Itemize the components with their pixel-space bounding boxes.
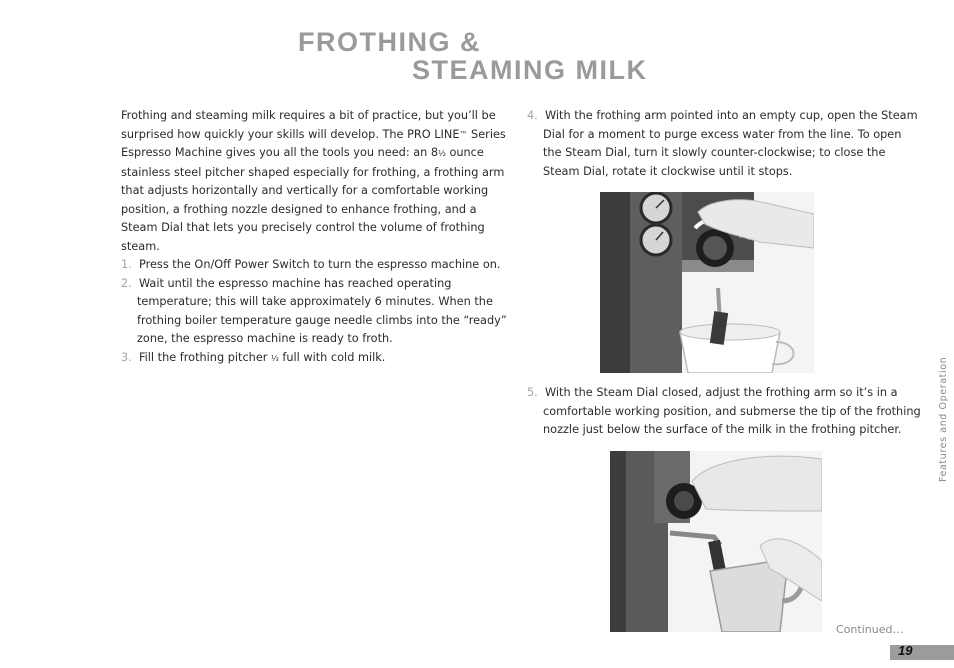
step-text: With the frothing arm pointed into an empty cup, open the Steam Dial for a moment to purge excess water from the line. To open the Steam Dial, turn it slowly counter-clockwise; to close the Steam Dial, rotate it clockwise until it stops. (543, 109, 918, 178)
title-line-1: FROTHING & (298, 27, 481, 57)
frothing-pitcher-graphic (610, 451, 822, 632)
step-text: Wait until the espresso machine has reached operating temperature; this will take approximately 6 minutes. When the frothing boiler temperature gauge needle climbs into the “ready” zone, the espresso machine is ready to froth. (137, 276, 507, 345)
step-2 (121, 275, 511, 349)
step-text: Press the On/Off Power Switch to turn the espresso machine on. (138, 258, 501, 271)
sidebar-section-label: Features and Operation (938, 356, 949, 482)
continued-note: Continued… (836, 623, 904, 636)
step-3: 3. Fill the frothing pitcher ⅓ full with cold milk. (121, 350, 386, 364)
steam-dial-purge-illustration (600, 192, 814, 373)
step-number: 3. (121, 350, 132, 364)
trademark-symbol: ™ (459, 129, 468, 139)
left-column (121, 107, 511, 368)
step-1 (121, 256, 511, 275)
step-4 (527, 107, 923, 181)
step-number: 1. (121, 258, 132, 271)
step-number: 5. (527, 386, 538, 399)
frothing-pitcher-illustration (610, 451, 822, 632)
fraction-half: ½ (438, 149, 446, 158)
intro-paragraph: Frothing and steaming milk requires a bit of practice, but you’ll be surprised how quickly your skills will develop. The PRO LINE™ Series Espresso Machine gives you all the tools you need: an 8½ ounce stainless steel pitcher shaped especially for frothing, a frothing arm that adjusts horizontally and vertically for a comfortable working position, a frothing nozzle designed to enhance frothing, and a Steam Dial that lets you precisely control the volume of frothing steam. (121, 109, 506, 253)
fraction-third: ⅓ (271, 353, 279, 363)
section-sidebar (937, 256, 949, 496)
section-label-vertical (937, 256, 949, 496)
step-text: With the Steam Dial closed, adjust the frothing arm so it’s in a comfortable working position, and submerse the tip of the frothing nozzle just below the surface of the milk in the frothing pitcher. (543, 386, 921, 436)
step-number: 2. (121, 276, 132, 290)
step-number: 4. (527, 109, 538, 122)
title-line-2: STEAMING MILK (412, 55, 648, 85)
steam-dial-purge-graphic (600, 192, 814, 373)
step-5 (527, 384, 933, 440)
page-number: 19 (898, 643, 913, 658)
